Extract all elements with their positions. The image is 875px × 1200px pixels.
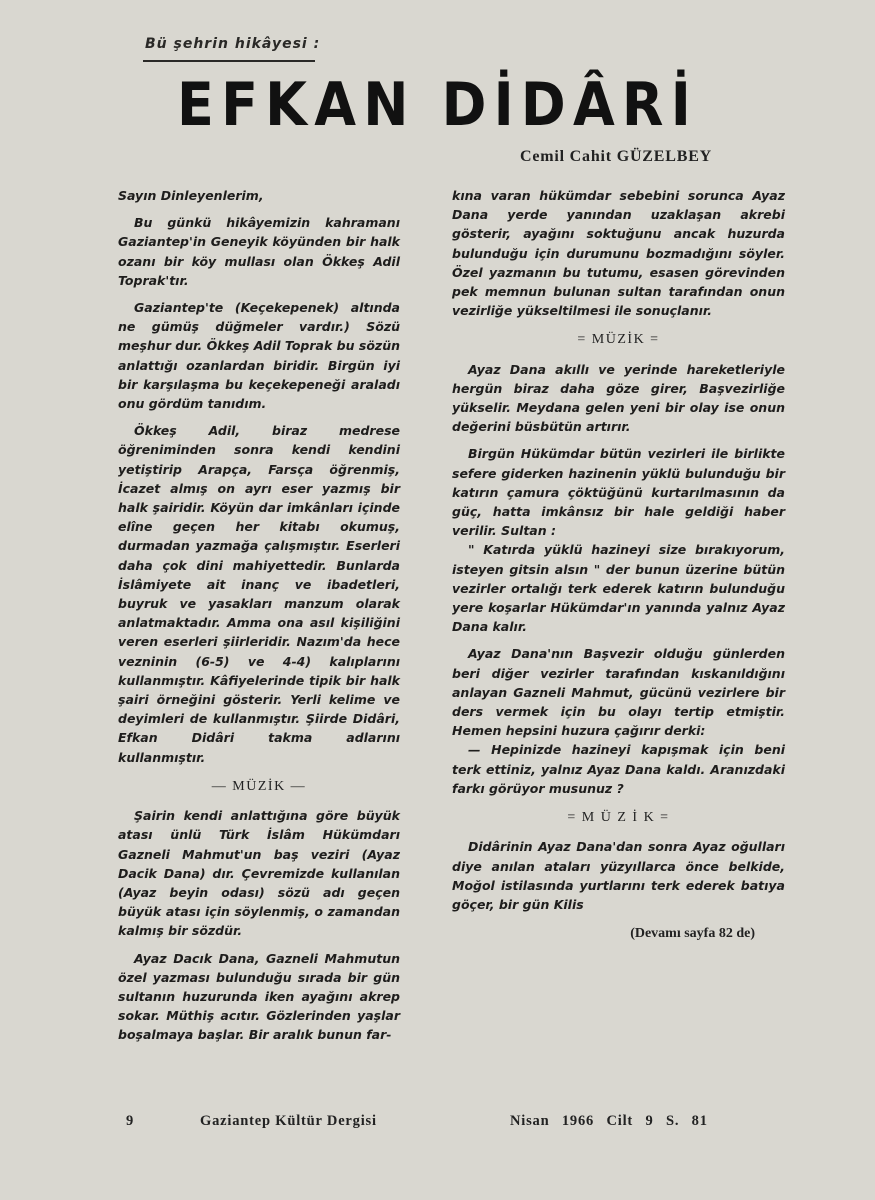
author-name: Cemil Cahit GÜZELBEY xyxy=(520,148,713,165)
salutation: Sayın Dinleyenlerim, xyxy=(118,188,264,203)
paragraph: Şairin kendi anlattığına göre büyük atası ünlü Türk İslâm Hükümdarı Gazneli Mahmut'un baş veziri (Ayaz Dacik Dana) dır. Çevremizde kullanılan (Ayaz beyin odası) sözü adı geçen büyük atası için söylenmiş, o zamandan kalmış bir sözdür. xyxy=(118,808,400,939)
paragraph: Ökkeş Adil, biraz medrese öğreniminden sonra kendi kendini yetiştirip Arapça, Farsça öğrenmiş, İcazet almış on ayrı eser yazmış bir halk şairidir. Köyün dar imkânları içinde elîne geçen her kitabı okumuş, durmadan yazmağa çalışmıştır. Eserleri daha çok dini mahiyettedir. Bunlarda İslâmiyete ait inanç ve ibadetleri, buyruk ve yasakları manzum olarak anlatmaktadır. Amma ona asıl kişiliğini veren eserleri şiirleridir. Nazım'da hece vezninin (6-5) ve 4-4) kalıplarını kullanmıştır. Kâfiyelerinde tipik bir halk şairi örneğini gösterir. Yerli kelime ve deyimleri de kullanmıştır. Şiirde Didâri, Efkan Didâri takma adlarını kullanmıştır. xyxy=(118,423,400,765)
paragraph: Ayaz Dana'nın Başvezir olduğu günlerden beri diğer vezirler tarafından kıskanıldığını anlayan Gazneli Mahmut, gücünü vezirlere bir ders vermek için bu olayı tertip etmiştir. Hemen hepsini huzura çağırır derki: xyxy=(452,646,785,739)
left-column xyxy=(118,186,400,1045)
issue-info: Nisan 1966 Cilt 9 S. 81 xyxy=(510,1113,708,1129)
paragraph: Ayaz Dacık Dana, Gazneli Mahmutun özel yazması bulunduğu sırada bir gün sultanın huzurunda iken ayağını akrep sokar. Müthiş acıtır. Gözlerinden yaşlar boşalmaya başlar. Bir aralık bunun far- xyxy=(118,950,400,1043)
magazine-name: Gaziantep Kültür Dergisi xyxy=(200,1113,377,1129)
continuation-note: (Devamı sayfa 82 de) xyxy=(630,926,755,942)
music-cue: — MÜZİK — xyxy=(211,778,307,794)
paragraph: " Katırda yüklü hazineyi size bırakıyorum, isteyen gitsin alsın " der bunun üzerine bütün vezirler ortalığı terk ederek katırın bulunduğu yere koşarlar Hükümdar'ın yanında yalnız Ayaz Dana kalır. xyxy=(452,542,785,635)
paragraph: kına varan hükümdar sebebini sorunca Ayaz Dana yerde yanından uzaklaşan akrebi gösterir, ayağını soktuğunu ancak huzurda bulunduğu için durumunu bozmadığını söyler. Özel yazmanın bu tutumu, esasen görevinden pek memnun bulunan sultan tarafından onun vezirliğe yükseltilmesi ile sonuçlanır. xyxy=(452,188,785,319)
right-column xyxy=(452,186,785,943)
paragraph: Bu günkü hikâyemizin kahramanı Gaziantep'in Geneyik köyünden bir halk ozanı bir köy mullası olan Ökkeş Adil Toprak'tır. xyxy=(118,215,400,288)
paragraph: Didârinin Ayaz Dana'dan sonra Ayaz oğulları diye anılan ataları yüzyıllarca önce belkide, Moğol istilasında yurtlarını terk ederek batıya göçer, bir gün Kilis xyxy=(452,839,785,912)
paragraph: Birgün Hükümdar bütün vezirleri ile birlikte sefere giderken hazinenin yüklü bulunduğu bir katırın çamura çöktüğünü kurtarılmasının da güç, hatta imkânsız bir hale geldiği haber verilir. Sultan : xyxy=(452,446,785,539)
page-number: 9 xyxy=(126,1113,135,1129)
paragraph: Gaziantep'te (Keçekepenek) altında ne gümüş düğmeler vardır.) Sözü meşhur dur. Ökkeş Adil Toprak bu sözün anlattığı ozanlardan biridir. Birgün iyi bir karşılaşma bu keçekepeneği araladı onu gördüm tanıdım. xyxy=(118,300,400,412)
music-cue: = M Ü Z İ K = xyxy=(567,810,670,826)
paragraph: Ayaz Dana akıllı ve yerinde hareketleriyle hergün biraz daha göze girer, Başvezirliğe yükselir. Meydana gelen yeni bir olay ise onun değerini büsbütün artırır. xyxy=(452,361,785,435)
article-title: EFKAN DİDÂRİ xyxy=(176,70,699,140)
paragraph: — Hepinizde hazineyi kapışmak için beni terk ettiniz, yalnız Ayaz Dana kaldı. Aranızdaki farkı görüyor musunuz ? xyxy=(452,742,785,796)
story-subtitle: Bü şehrin hikâyesi : xyxy=(145,36,321,52)
subtitle-underline xyxy=(143,60,315,62)
music-cue: = MÜZİK = xyxy=(577,332,660,348)
